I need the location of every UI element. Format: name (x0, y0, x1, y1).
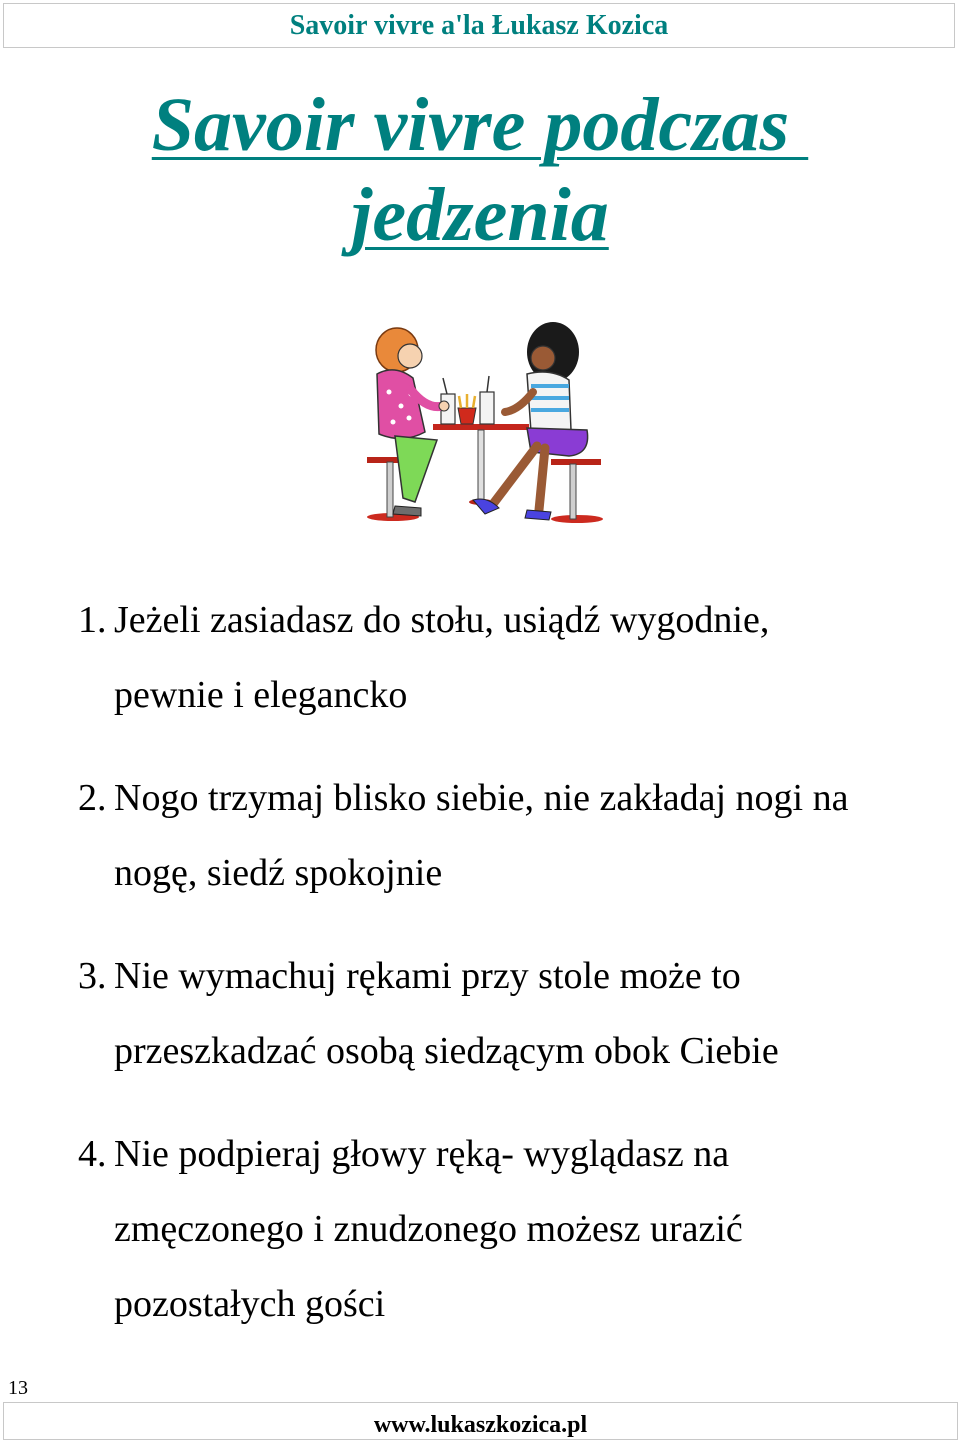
list-item-text-line: przeszkadzać osobą siedzącym obok Ciebie (114, 1030, 779, 1072)
list-item-text-line: Jeżeli zasiadasz do stołu, usiądź wygodnie, (114, 599, 770, 641)
page-title (0, 80, 960, 260)
list-item-number: 3. (78, 955, 107, 997)
etiquette-list (78, 583, 958, 1370)
illustration (355, 312, 605, 537)
list-item-number: 1. (78, 599, 107, 641)
page-number: 13 (8, 1377, 28, 1399)
list-item-text-line: zmęczonego i znudzonego możesz urazić (114, 1208, 743, 1250)
list-item (78, 1117, 958, 1342)
footer (3, 1402, 958, 1440)
running-header (3, 3, 955, 48)
list-item-text-line: Nie wymachuj rękami przy stole może to (114, 955, 741, 997)
list-item-text-line: nogę, siedź spokojnie (114, 852, 443, 894)
footer-url: www.lukaszkozica.pl (373, 1412, 588, 1438)
list-item-text-line: Nie podpieraj głowy ręką- wyglądasz na (114, 1133, 730, 1175)
list-item-text-line: pewnie i elegancko (114, 674, 408, 716)
list-item-number: 2. (78, 777, 107, 819)
list-item (78, 583, 958, 733)
title-line-1: Savoir vivre podczas (151, 83, 809, 167)
list-item-number: 4. (78, 1133, 107, 1175)
list-item (78, 939, 958, 1089)
two-girls-at-cafe-table-icon (355, 312, 605, 532)
list-item (78, 761, 958, 911)
header-text: Savoir vivre a'la Łukasz Kozica (289, 10, 669, 41)
list-item-text-line: pozostałych gości (114, 1283, 386, 1325)
title-line-2: jedzenia (351, 173, 609, 257)
list-item-text-line: Nogo trzymaj blisko siebie, nie zakładaj nogi na (114, 777, 849, 819)
